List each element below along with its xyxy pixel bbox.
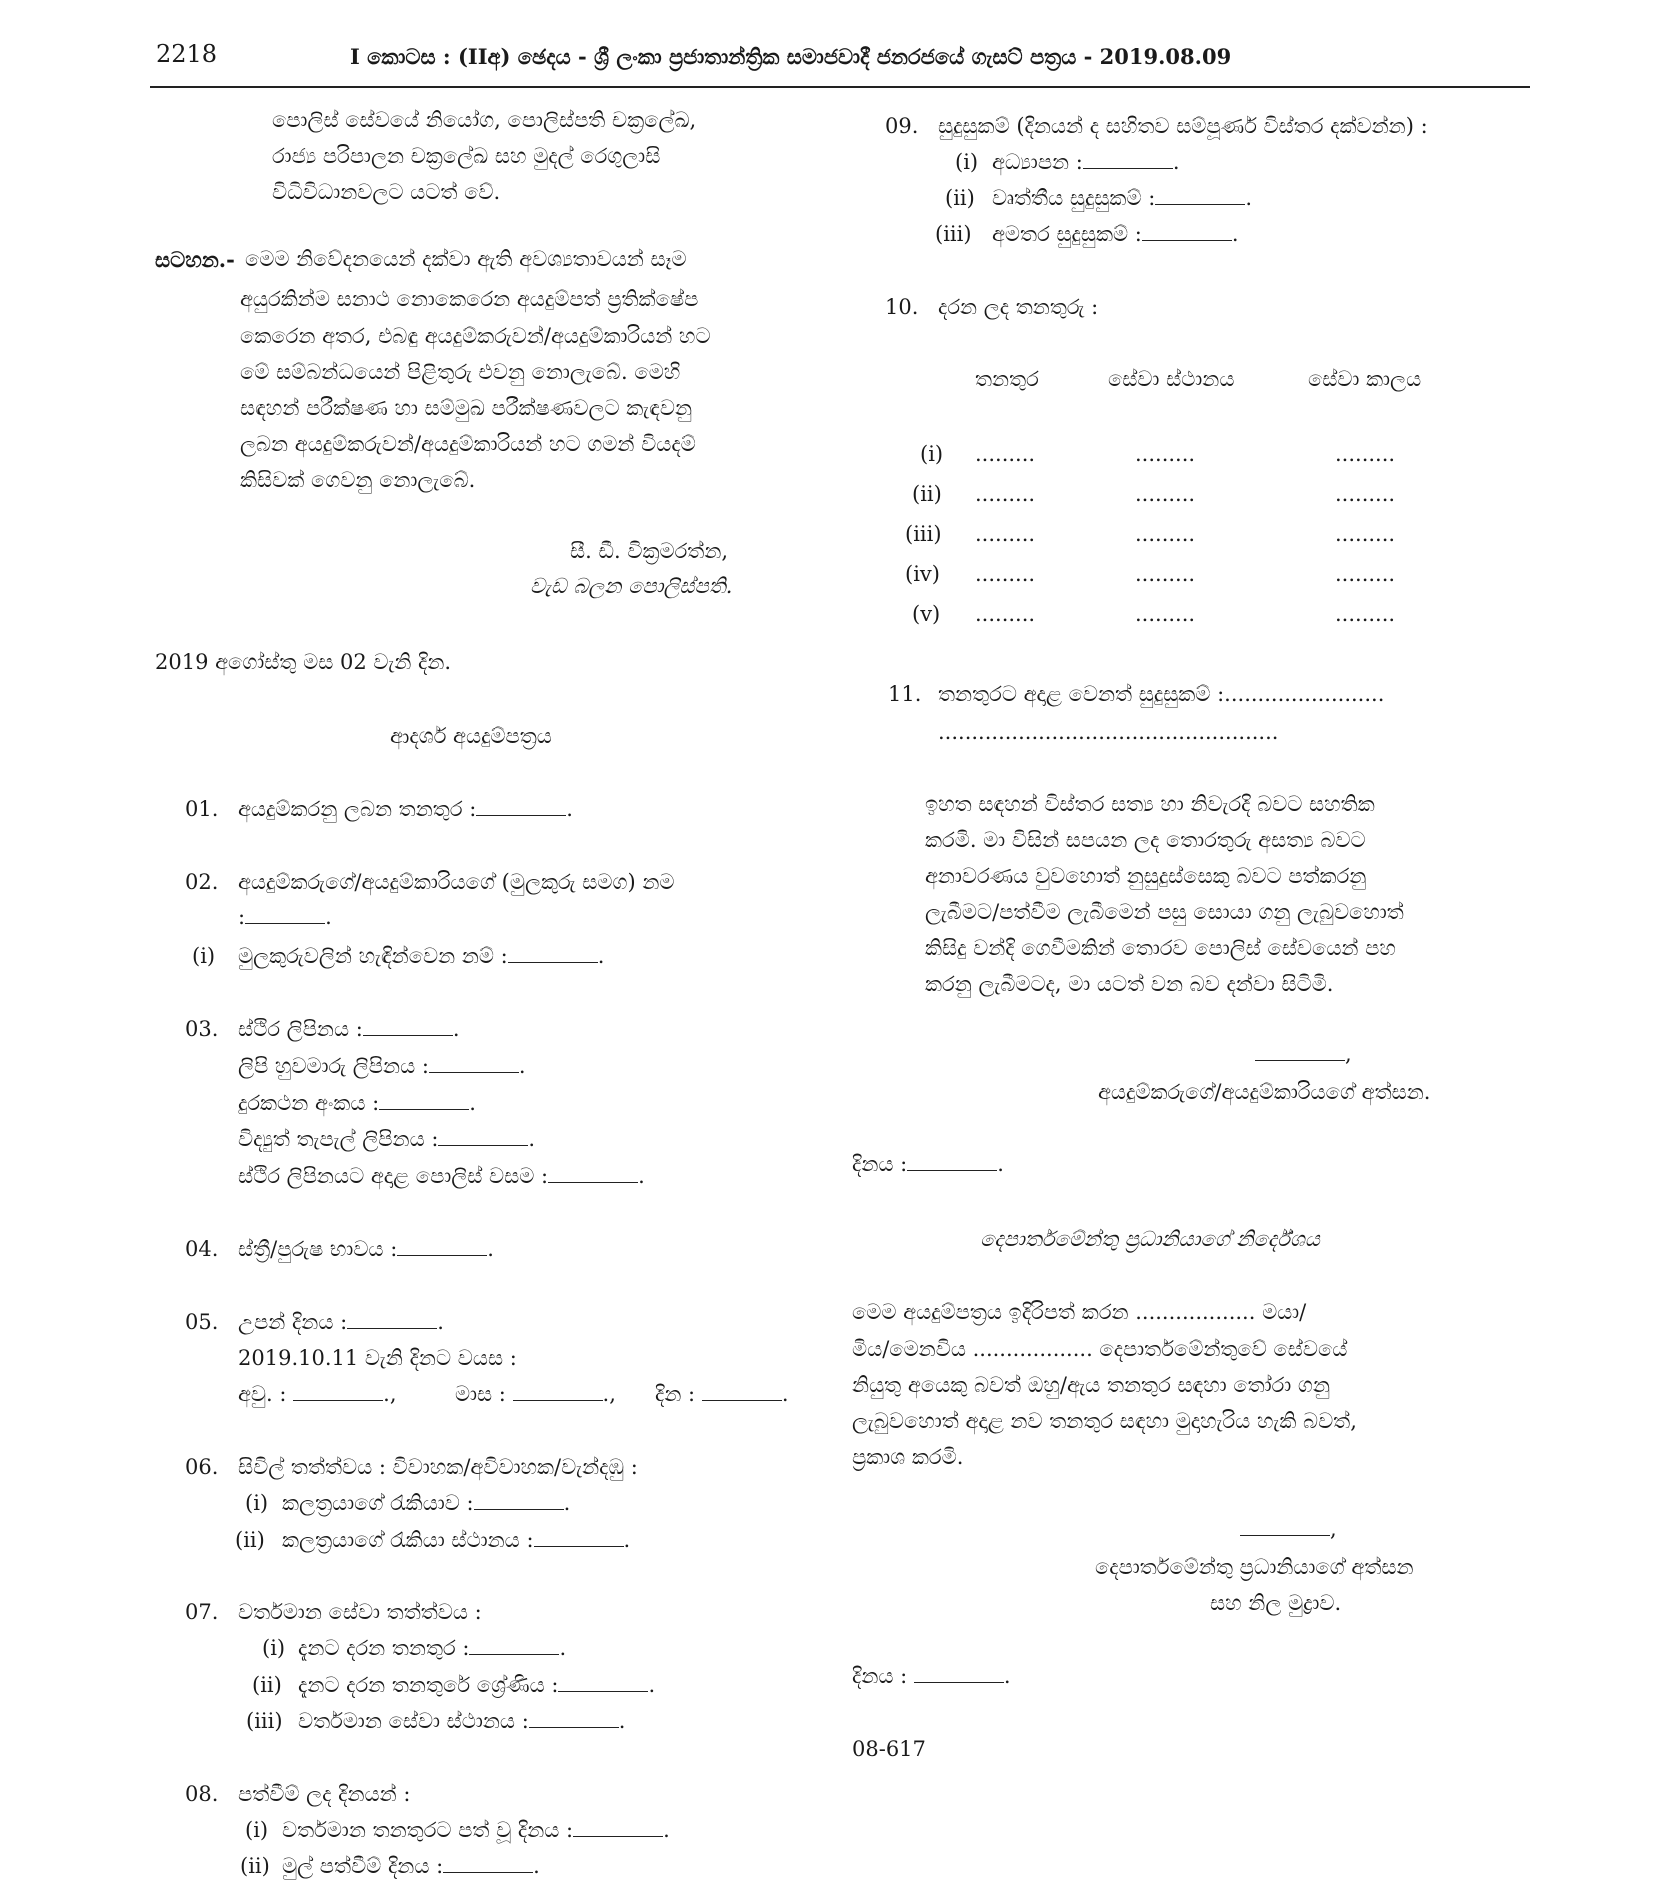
issue-date: 2019 අගෝස්තු මස 02 වැනි දින.: [155, 650, 452, 674]
head-signature-label-2: සහ නිල මුද්‍රාව.: [1210, 1591, 1342, 1615]
gazette-title: I කොටස : (IIඅ) ඡෙදය - ශ්‍රී ලංකා ප්‍රජාතාන්ත්‍රික සමාජවාදී ජනරජයේ ගැසට් පත්‍රය - 2019.08.09: [350, 44, 1232, 69]
table-row-4-num: (iv): [905, 562, 940, 586]
item-02-label: අයදුම්කරුගේ/අයදුම්කාරියගේ (මුලකුරු සමග) නම: [238, 870, 675, 894]
item-02-i-blank: [508, 962, 598, 963]
item-07-ii-num: (ii): [252, 1673, 282, 1697]
item-09-num: 09.: [885, 114, 919, 138]
table-row-2-num: (ii): [912, 482, 942, 506]
applicant-date: දිනය : .: [852, 1152, 1004, 1176]
item-07-label: වර්තමාන සේවා තත්ත්වය :: [238, 1600, 482, 1624]
declaration-line-3: අනාවරණය වුවහොත් නුසුදුස්සෙකු බවට පත්කරනු: [925, 864, 1367, 888]
table-row-3-c3: .........: [1335, 522, 1396, 546]
recommendation-line-3: නියුතු අයෙකු බවත් ඔහු/ඇය තනතුර සඳහා තෝරා ගනු: [852, 1373, 1330, 1397]
table-row-2-c2: .........: [1135, 482, 1196, 506]
table-row-4-c3: .........: [1335, 562, 1396, 586]
intro-line-3: විධිවිධානවලට යටත් වේ.: [272, 180, 501, 204]
table-row-1-c3: .........: [1335, 442, 1396, 466]
table-row-3-num: (iii): [905, 522, 942, 546]
item-09-i-num: (i): [955, 150, 979, 174]
recommendation-title: දෙපාර්තමේන්තු ප්‍රධානියාගේ නිර්දේශය: [980, 1227, 1320, 1251]
item-08-i-num: (i): [245, 1818, 269, 1842]
item-05-a: උපන් දිනය : .: [238, 1310, 444, 1334]
table-row-4-c1: .........: [975, 562, 1036, 586]
item-09-iii: අමතර සුදුසුකම් : .: [992, 222, 1239, 246]
signatory-title: වැඩ බලන පොලිස්පති.: [530, 574, 733, 598]
item-02-num: 02.: [185, 870, 219, 894]
table-row-1-c1: .........: [975, 442, 1036, 466]
recommendation-line-1: මෙම අයදුම්පත්‍රය ඉදිරිපත් කරන .................. මයා/: [852, 1300, 1307, 1324]
item-09-ii: වෘත්තීය සුදුසුකම් : .: [992, 186, 1252, 210]
note-line-3: කෙරෙන අතර, එබඳු අයදුම්කරුවන්/අයදුම්කාරියන් හට: [240, 324, 711, 348]
declaration-line-4: ලැබීමට/පත්වීම ලැබීමෙන් පසු සොයා ගනු ලැබුවහොත්: [925, 900, 1404, 924]
item-06-i-num: (i): [245, 1491, 269, 1515]
page-number: 2218: [156, 40, 218, 68]
head-signature-label-1: දෙපාර්තමේන්තු ප්‍රධානියාගේ අත්සන: [1095, 1555, 1414, 1579]
recommendation-line-5: ප්‍රකාශ කරමි.: [852, 1445, 964, 1469]
applicant-signature-label: අයදුම්කරුගේ/අයදුම්කාරියගේ අත්සන.: [1098, 1080, 1431, 1104]
table-row-1-num: (i): [920, 442, 944, 466]
note-line-4: මේ සම්බන්ධයෙන් පිළිතුරු එවනු නොලැබේ. මෙහි: [240, 360, 681, 384]
recommendation-line-4: ලැබුවහොත් අදාළ නව තනතුර සඳහා මුදාහැරිය හැකි බවත්,: [852, 1409, 1357, 1433]
item-06-num: 06.: [185, 1455, 219, 1479]
item-01-num: 01.: [185, 797, 219, 821]
item-01-blank: [476, 815, 566, 816]
item-07-ii: දැනට දරන තනතුරේ ශ්‍රේණිය : .: [298, 1673, 656, 1697]
item-04-label: ස්ත්‍රී/පුරුෂ භාවය : .: [238, 1237, 494, 1261]
intro-line-2: රාජ්‍ය පරිපාලන චක්‍රලේඛ සහ මුදල් රෙගුලාසි: [272, 144, 661, 168]
table-header-place: සේවා ස්ථානය: [1108, 367, 1235, 391]
table-row-3-c2: .........: [1135, 522, 1196, 546]
item-11-num: 11.: [888, 682, 922, 706]
table-row-5-c1: .........: [975, 602, 1036, 626]
table-row-5-num: (v): [912, 602, 941, 626]
item-03-num: 03.: [185, 1017, 219, 1041]
item-07-i-num: (i): [262, 1636, 286, 1660]
declaration-line-1: ඉහත සඳහන් විස්තර සත්‍ය හා නිවැරදි බවට සහතික: [925, 792, 1375, 816]
page-header: [150, 38, 1530, 88]
item-01-label: අයදුම්කරනු ලබන තනතුර : .: [238, 797, 573, 821]
reference-code: 08-617: [852, 1737, 926, 1761]
table-header-period: සේවා කාලය: [1308, 367, 1422, 391]
item-03-a: ස්ථිර ලිපිනය : .: [238, 1017, 460, 1041]
item-03-c: දුරකථන අංකය : .: [238, 1091, 476, 1115]
item-08-num: 08.: [185, 1782, 219, 1806]
item-09-label: සුදුසුකම් (දිනයන් ද සහිතව සම්පූර්ණ විස්තර දක්වන්න) :: [938, 114, 1428, 138]
item-03-e: ස්ථිර ලිපිනයට අදාළ පොලිස් වසම : .: [238, 1164, 645, 1188]
declaration-line-6: කරනු ලැබීමටද, මා යටත් වන බව දන්වා සිටිමි.: [925, 972, 1334, 996]
note-label: සටහන.-: [155, 247, 235, 272]
table-row-5-c2: .........: [1135, 602, 1196, 626]
item-07-iii: වර්තමාන සේවා ස්ථානය : .: [298, 1709, 626, 1733]
recommendation-line-2: මිය/මෙනවිය .................. දෙපාර්තමේන්තුවේ සේවයේ: [852, 1337, 1348, 1361]
item-11-label: තනතුරට අදාළ වෙනත් සුදුසුකම් :........................: [938, 682, 1385, 706]
item-05-years: අවු. : .,: [238, 1382, 397, 1406]
applicant-signature-line: ,: [1255, 1040, 1352, 1069]
item-08-label: පත්වීම් ලද දිනයන් :: [238, 1782, 411, 1806]
note-line-6: ලබන අයදුම්කරුවන්/අයදුම්කාරියන් හට ගමන් වියදම්: [240, 432, 696, 456]
table-row-5-c3: .........: [1335, 602, 1396, 626]
table-header-post: තනතුර: [975, 367, 1039, 391]
item-06-label: සිවිල් තත්ත්වය : විවාහක/අවිවාහක/වැන්දඹු :: [238, 1455, 638, 1479]
item-02-cont: : .: [238, 905, 332, 929]
intro-line-1: පොලිස් සේවයේ නියෝග, පොලිස්පති චක්‍රලේඛ,: [272, 108, 697, 132]
table-row-4-c2: .........: [1135, 562, 1196, 586]
item-08-ii-num: (ii): [240, 1854, 270, 1878]
item-09-i: අධ්‍යාපන : .: [992, 150, 1180, 174]
item-11-cont: ...................................................: [938, 720, 1279, 744]
item-06-ii-num: (ii): [235, 1528, 265, 1552]
item-09-ii-num: (ii): [945, 186, 975, 210]
item-07-iii-num: (iii): [246, 1709, 283, 1733]
item-04-num: 04.: [185, 1237, 219, 1261]
item-03-d: විද්‍යුත් තැපැල් ලිපිනය : .: [238, 1127, 536, 1151]
declaration-line-2: කරමි. මා විසින් සපයන ලද තොරතුරු අසත්‍ය බවට: [925, 828, 1366, 852]
item-02-blank: [245, 923, 325, 924]
item-05-b: 2019.10.11 වැනි දිනට වයස :: [238, 1346, 517, 1370]
note-line-5: සඳහන් පරීක්ෂණ හා සම්මුඛ පරීක්ෂණවලට කැඳවනු: [240, 396, 693, 420]
item-05-days: දින : .: [655, 1382, 789, 1406]
item-08-ii: මුල් පත්වීම් දිනය : .: [282, 1854, 540, 1878]
table-row-1-c2: .........: [1135, 442, 1196, 466]
note-line-7: කිසිවක් ගෙවනු නොලැබේ.: [240, 468, 476, 492]
item-05-months: මාස : .,: [455, 1382, 616, 1406]
item-09-iii-num: (iii): [935, 222, 972, 246]
note-line-1: මෙම නිවේදනයෙන් දක්වා ඇති අවශ්‍යතාවයන් සෑම: [245, 247, 687, 271]
item-10-label: දරන ලද තනතුරු :: [938, 295, 1099, 319]
item-02-i-label: මුලකුරුවලින් හැඳින්වෙන නම් : .: [238, 944, 605, 968]
item-06-i: කලත්‍රයාගේ රැකියාව : .: [282, 1491, 571, 1515]
item-05-num: 05.: [185, 1310, 219, 1334]
item-06-ii: කලත්‍රයාගේ රැකියා ස්ථානය : .: [282, 1528, 631, 1552]
form-title: ආදර්ශ අයදුම්පත්‍රය: [390, 724, 552, 748]
item-07-num: 07.: [185, 1600, 219, 1624]
item-07-i: දැනට දරන තනතුර : .: [298, 1636, 567, 1660]
item-10-num: 10.: [885, 295, 919, 319]
head-date: දිනය : .: [852, 1664, 1011, 1688]
table-row-2-c1: .........: [975, 482, 1036, 506]
signatory-name: සී. ඩී. වික්‍රමරත්න,: [570, 539, 729, 563]
note-line-2: අයුරකින්ම සනාථ නොකෙරෙන අයදුම්පත් ප්‍රතික්ෂේප: [240, 287, 699, 311]
declaration-line-5: කිසිදු වන්දි ගෙවීමකින් තොරව පොලිස් සේවයෙන් පහ: [925, 936, 1396, 960]
item-02-i-num: (i): [192, 944, 216, 968]
item-08-i: වර්තමාන තනතුරට පත් වූ දිනය : .: [282, 1818, 670, 1842]
head-signature-line: ,: [1240, 1515, 1337, 1544]
table-row-2-c3: .........: [1335, 482, 1396, 506]
item-03-b: ලිපි හුවමාරු ලිපිනය : .: [238, 1054, 526, 1078]
table-row-3-c1: .........: [975, 522, 1036, 546]
